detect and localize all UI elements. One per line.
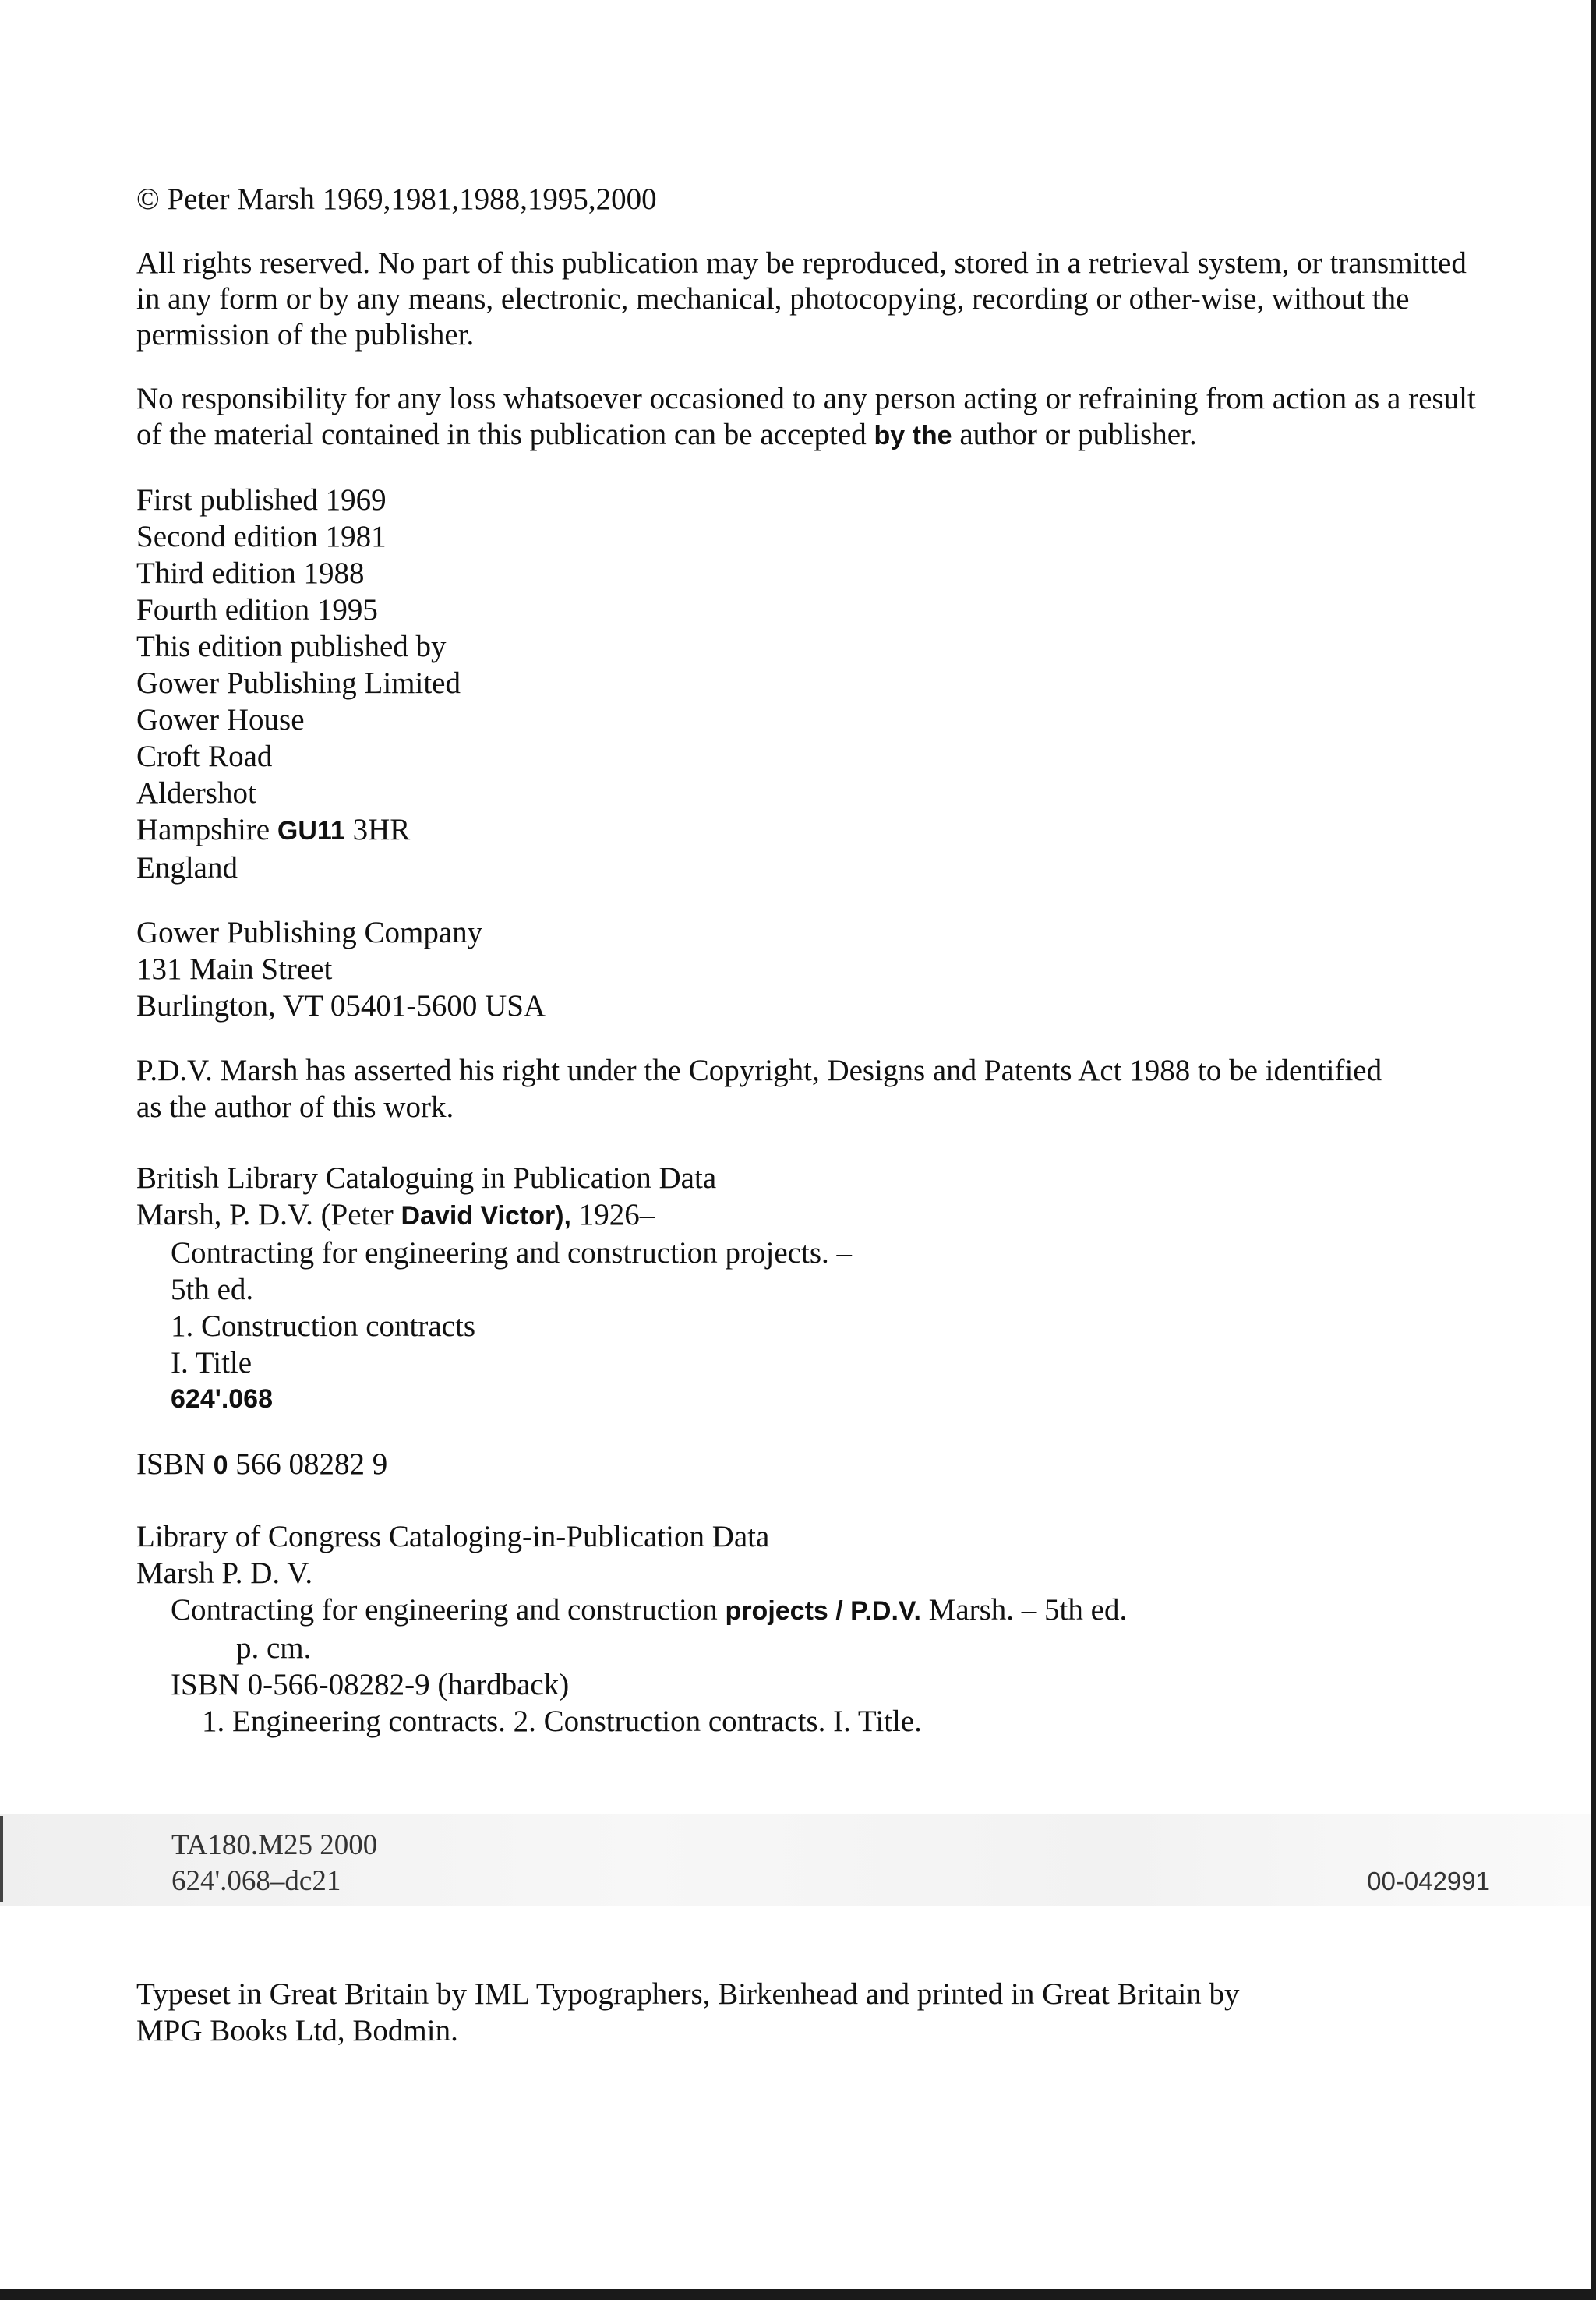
loc-pages: p. cm. (236, 1631, 312, 1665)
bl-classification: 624'.068 (171, 1384, 273, 1414)
publisher-postcode-line (136, 811, 1492, 850)
printer-line: Typeset in Great Britain by IML Typographers, Birkenhead and printed in Great Britain by (136, 1977, 1240, 2011)
publisher-line: Gower House (136, 703, 305, 737)
scan-bottom-border (0, 2289, 1596, 2300)
bl-author-end: 1926– (571, 1198, 655, 1231)
bl-title: Contracting for engineering and construction projects. – (171, 1236, 852, 1270)
edition-line: First published 1969 (136, 483, 387, 517)
loc-subjects: 1. Engineering contracts. 2. Construction contracts. I. Title. (202, 1705, 922, 1738)
isbn-bold-digit: 0 (213, 1450, 228, 1480)
isbn-number: 566 08282 9 (228, 1447, 388, 1481)
bl-heading: British Library Cataloguing in Publication Data (136, 1161, 717, 1195)
edition-line: Third edition 1988 (136, 556, 365, 590)
loc-author: Marsh P. D. V. (136, 1556, 313, 1590)
us-publisher-line: Gower Publishing Company (136, 916, 483, 949)
bl-edition: 5th ed. (171, 1273, 254, 1306)
isbn-label: ISBN (136, 1447, 214, 1481)
publisher-line: Gower Publishing Limited (136, 666, 461, 700)
loc-title-start: Contracting for engineering and construction (171, 1593, 726, 1627)
county-text: Hampshire (136, 813, 277, 846)
responsibility-text-bold: by the (874, 421, 952, 450)
isbn-line (136, 1446, 1492, 1484)
loc-isbn: ISBN 0-566-08282-9 (hardback) (171, 1668, 570, 1701)
imprint-block (136, 181, 1492, 1740)
lccn-number: 00-042991 (1367, 1867, 1490, 1895)
scan-right-border (1591, 0, 1596, 2300)
edition-line: Fourth edition 1995 (136, 593, 378, 627)
british-library-cip (136, 1160, 1492, 1418)
responsibility-text-end: author or publisher. (952, 418, 1197, 451)
author-assertion (136, 1052, 1492, 1125)
bl-author-start: Marsh, P. D.V. (Peter (136, 1198, 401, 1231)
responsibility-paragraph (136, 381, 1492, 454)
publisher-line: This edition published by (136, 630, 447, 663)
us-publisher-address (136, 914, 1492, 1024)
publisher-line: Aldershot (136, 776, 256, 810)
publisher-line: Croft Road (136, 740, 273, 773)
us-publisher-line: 131 Main Street (136, 952, 333, 986)
us-publisher-line: Burlington, VT 05401-5600 USA (136, 989, 546, 1023)
bl-author (136, 1196, 1492, 1235)
loc-title-bold: projects / P.D.V. (725, 1596, 921, 1626)
loc-heading: Library of Congress Cataloging-in-Publication Data (136, 1520, 770, 1553)
responsibility-text-start: No responsibility for any loss whatsoever occasioned to any person acting or refraining from action as a result of the material contained in this publication can be accepted (136, 382, 1476, 451)
dewey-number: 624'.068–dc21 (171, 1865, 341, 1897)
printer-line: MPG Books Ltd, Bodmin. (136, 2014, 458, 2047)
loc-title (136, 1592, 1492, 1630)
edition-history (136, 482, 1492, 886)
copyright-notice: © Peter Marsh 1969,1981,1988,1995,2000 (136, 182, 657, 216)
edition-line: Second edition 1981 (136, 520, 387, 553)
assertion-line: as the author of this work. (136, 1090, 454, 1124)
bl-title-entry: I. Title (171, 1346, 252, 1380)
loc-title-end: Marsh. – 5th ed. (920, 1593, 1128, 1627)
call-number-block (171, 1828, 377, 1899)
rights-reserved-paragraph: All rights reserved. No part of this publication may be reproduced, stored in a retrieval system, or transmitted in any form or by any means, electronic, mechanical, photocopying, recording or other-wise, without the permission of the publisher. (136, 246, 1467, 352)
assertion-line: P.D.V. Marsh has asserted his right under the Copyright, Designs and Patents Act 1988 to be identified (136, 1054, 1382, 1087)
bl-author-bold: David Victor), (401, 1201, 571, 1231)
printer-credits (136, 1976, 1492, 2049)
postcode-bold-text: GU11 (277, 816, 345, 846)
scan-edge-mark (0, 1816, 3, 1902)
postcode-text: 3HR (344, 813, 411, 846)
bl-subject: 1. Construction contracts (171, 1309, 476, 1343)
lc-class-number: TA180.M25 2000 (171, 1829, 378, 1861)
publisher-country: England (136, 851, 238, 885)
library-of-congress-cip (136, 1518, 1492, 1740)
